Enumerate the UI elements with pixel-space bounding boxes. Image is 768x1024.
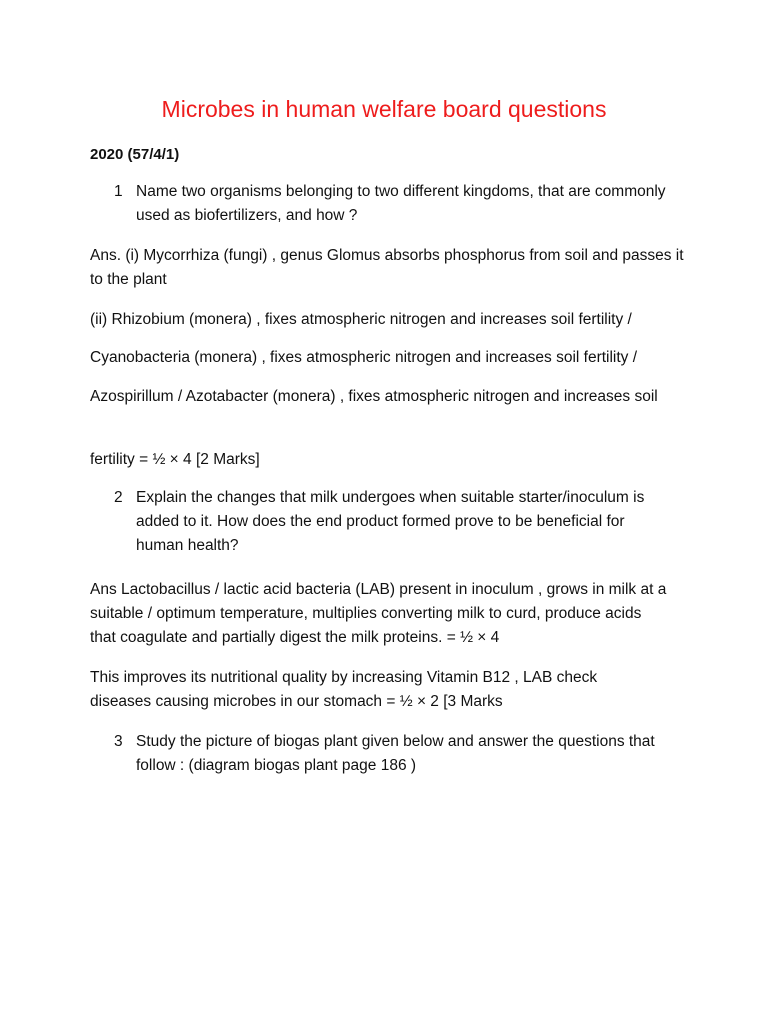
page-title: Microbes in human welfare board questions [161,96,607,122]
section-heading: 2020 (57/4/1) [90,146,180,163]
question-number: 2 [114,489,123,506]
answer-1-part-2: (ii) Rhizobium (monera) , fixes atmospheric nitrogen and increases soil fertility / [90,311,632,328]
question-text: Explain the changes that milk undergoes when suitable starter/inoculum is added to it. How does the end product formed prove to be beneficial for human health? [136,489,645,554]
question-2 [114,486,674,558]
question-3 [114,730,674,778]
answer-1-part-4: Azospirillum / Azotabacter (monera) , fixes atmospheric nitrogen and increases soil [90,388,658,405]
question-text: Study the picture of biogas plant given below and answer the questions that follow : (diagram biogas plant page 186 ) [136,733,655,774]
answer-1-part-3: Cyanobacteria (monera) , fixes atmospheric nitrogen and increases soil fertility / [90,349,638,366]
answer-1-marks: fertility = ½ × 4 [2 Marks] [90,451,260,468]
question-number: 3 [114,733,123,750]
question-text: Name two organisms belonging to two different kingdoms, that are commonly used as biofertilizers, and how ? [136,183,666,224]
answer-1-part-1: Ans. (i) Mycorrhiza (fungi) , genus Glomus absorbs phosphorus from soil and passes it to the plant [90,247,684,288]
answer-2-part-2: This improves its nutritional quality by increasing Vitamin B12 , LAB check diseases causing microbes in our stomach = ½ × 2 [3 Marks [90,669,598,710]
question-number: 1 [114,183,123,200]
question-1 [114,180,674,228]
answer-2-part-1: Ans Lactobacillus / lactic acid bacteria (LAB) present in inoculum , grows in milk at a suitable / optimum temperature, multiplies converting milk to curd, produce acids that coagulate and partially digest the milk proteins. = ½ × 4 [90,581,667,646]
